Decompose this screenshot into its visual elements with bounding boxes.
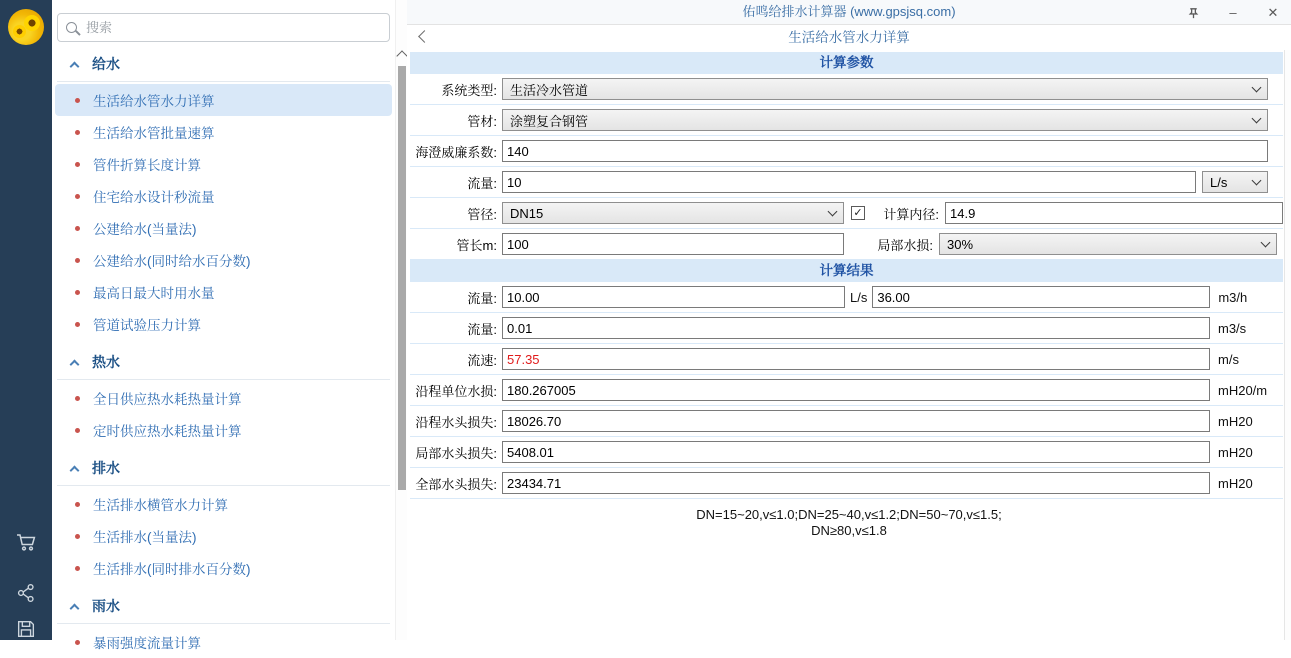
chevron-down-icon — [1252, 176, 1262, 186]
chevron-down-icon — [1252, 114, 1262, 124]
sidebar-item-label: 生活给水管批量速算 — [93, 126, 215, 141]
nav-group-label: 雨水 — [92, 598, 120, 614]
field-label: 管长m: — [456, 237, 497, 253]
sidebar-item[interactable] — [55, 84, 392, 116]
share-icon[interactable] — [0, 567, 52, 618]
field-label: 管材: — [467, 113, 497, 129]
unit-label: mH20 — [1218, 444, 1253, 460]
unit-label: m/s — [1218, 351, 1239, 367]
row-material — [410, 105, 1283, 136]
result-row — [410, 313, 1283, 344]
sidebar-item-label: 定时供应热水耗热量计算 — [93, 424, 242, 439]
unit-label: mH20 — [1218, 413, 1253, 429]
select-value: DN15 — [510, 205, 544, 221]
inner-diameter-checkbox[interactable]: ✓ — [851, 206, 865, 220]
result-label: 流量: — [467, 321, 497, 337]
sidebar-item-label: 生活排水(同时排水百分数) — [93, 562, 251, 577]
result-row — [410, 375, 1283, 406]
icon-rail — [0, 0, 52, 640]
sidebar-item-label: 管件折算长度计算 — [93, 158, 201, 173]
chevron-down-icon — [828, 207, 838, 217]
field-label: 局部水损: — [877, 237, 933, 253]
pin-icon[interactable] — [1185, 6, 1201, 20]
bullet-icon — [75, 290, 80, 295]
scrollbar-thumb[interactable] — [398, 66, 406, 490]
sidebar-item[interactable] — [55, 244, 392, 276]
sidebar-item[interactable] — [55, 488, 392, 520]
bullet-icon — [75, 98, 80, 103]
section-header-params: 计算参数 — [410, 52, 1283, 74]
chevron-up-icon — [70, 603, 80, 613]
result-input[interactable] — [502, 441, 1210, 463]
material-select[interactable] — [502, 109, 1268, 131]
result-row — [410, 344, 1283, 375]
rail-icon-group — [0, 516, 52, 640]
bullet-icon — [75, 162, 80, 167]
sidebar-scrollbar[interactable] — [395, 0, 407, 640]
result-label: 沿程单位水损: — [415, 383, 497, 399]
select-value: L/s — [1210, 174, 1228, 190]
sidebar-item[interactable] — [55, 626, 392, 658]
row-diameter — [410, 198, 1283, 229]
result-label: 沿程水头损失: — [415, 414, 497, 430]
result-input[interactable] — [502, 317, 1210, 339]
result-label: 局部水头损失: — [415, 445, 497, 461]
search-input[interactable] — [86, 20, 381, 35]
chevron-down-icon — [1261, 238, 1271, 248]
result-row — [410, 437, 1283, 468]
bullet-icon — [75, 566, 80, 571]
sidebar-item-label: 生活排水(当量法) — [93, 530, 197, 545]
sidebar-item[interactable] — [55, 116, 392, 148]
nav-group-label: 给水 — [92, 56, 120, 72]
bullet-icon — [75, 428, 80, 433]
titlebar — [407, 0, 1291, 25]
flow-unit-select[interactable] — [1202, 171, 1268, 193]
page-header — [407, 25, 1291, 50]
flow-input[interactable] — [502, 171, 1196, 193]
sidebar-item[interactable] — [55, 212, 392, 244]
diameter-select[interactable] — [502, 202, 844, 224]
window-controls — [1185, 0, 1281, 25]
nav-group-label: 热水 — [92, 354, 120, 370]
select-value: 生活冷水管道 — [510, 82, 589, 98]
local-loss-select[interactable] — [939, 233, 1277, 255]
chevron-down-icon — [1252, 83, 1262, 93]
unit-label: mH20/m — [1218, 382, 1268, 398]
chevron-up-icon — [70, 61, 80, 71]
sidebar-item[interactable] — [55, 148, 392, 180]
cart-icon[interactable] — [0, 516, 52, 567]
velocity-note-line1: DN=15~20,v≤1.0;DN=25~40,v≤1.2;DN=50~70,v≤1.5; — [696, 507, 1002, 522]
bullet-icon — [75, 502, 80, 507]
unit-label: mH20 — [1218, 475, 1253, 491]
system-type-select[interactable] — [502, 78, 1268, 100]
app-title: 佑鸣给排水计算器 (www.gpsjsq.com) — [742, 4, 956, 19]
sidebar-item-label: 暴雨强度流量计算 — [93, 636, 201, 651]
bullet-icon — [75, 396, 80, 401]
sidebar-item[interactable] — [55, 552, 392, 584]
sidebar-item-label: 管道试验压力计算 — [93, 318, 201, 333]
result-label: 流速: — [467, 352, 497, 368]
sidebar-item-label: 最高日最大时用水量 — [93, 286, 215, 301]
length-input[interactable] — [502, 233, 844, 255]
nav-group-header[interactable] — [52, 349, 395, 375]
sidebar-item[interactable] — [55, 276, 392, 308]
result-input[interactable] — [502, 410, 1210, 432]
bullet-icon — [75, 194, 80, 199]
result-input[interactable] — [502, 348, 1210, 370]
close-icon[interactable]: ✕ — [1267, 5, 1279, 20]
sidebar-item[interactable] — [55, 382, 392, 414]
results-rows — [407, 282, 1291, 499]
row-hazen — [410, 136, 1283, 167]
section-header-results: 计算结果 — [410, 260, 1283, 282]
unit-label: m3/h — [1218, 289, 1248, 305]
nav-group-header[interactable] — [52, 51, 395, 77]
sidebar-item[interactable] — [55, 520, 392, 552]
result-row — [410, 468, 1283, 499]
result-label: 全部水头损失: — [415, 476, 497, 492]
result-input[interactable] — [502, 379, 1210, 401]
velocity-note — [407, 507, 1291, 539]
field-label: 流量: — [467, 175, 497, 191]
result-row — [410, 406, 1283, 437]
field-label: 海澄威廉系数: — [415, 144, 497, 160]
bullet-icon — [75, 640, 80, 645]
unit-label: L/s — [850, 289, 868, 305]
inner-diameter-input[interactable] — [945, 202, 1283, 224]
result-input[interactable] — [502, 472, 1210, 494]
sidebar-item-label: 公建给水(同时给水百分数) — [93, 254, 251, 269]
hazen-input[interactable] — [502, 140, 1268, 162]
chevron-up-icon — [70, 359, 80, 369]
scrollbar-up-icon[interactable] — [396, 50, 407, 61]
sidebar-item[interactable] — [55, 414, 392, 446]
chevron-up-icon — [70, 465, 80, 475]
search-icon — [66, 22, 77, 33]
save-icon[interactable] — [0, 618, 52, 640]
nav-group-header[interactable] — [52, 455, 395, 481]
select-value: 涂塑复合钢管 — [510, 113, 589, 129]
sidebar-item-label: 公建给水(当量法) — [93, 222, 197, 237]
result-input[interactable] — [502, 286, 845, 308]
divider — [57, 81, 390, 82]
sidebar-item-label: 住宅给水设计秒流量 — [93, 190, 215, 205]
bullet-icon — [75, 130, 80, 135]
row-flow — [410, 167, 1283, 198]
field-label: 系统类型: — [441, 82, 497, 98]
nav-group-label: 排水 — [92, 460, 120, 476]
select-value: 30% — [947, 236, 974, 252]
sidebar-item[interactable] — [55, 308, 392, 340]
page-title: 生活给水管水力详算 — [788, 30, 910, 45]
divider — [57, 485, 390, 486]
nav-list — [52, 51, 395, 658]
field-label: 管径: — [467, 206, 497, 222]
bullet-icon — [75, 322, 80, 327]
sidebar-item-label: 生活排水横管水力计算 — [93, 498, 228, 513]
unit-label: m3/s — [1218, 320, 1247, 336]
sidebar — [52, 0, 395, 651]
content-scroll-strip[interactable] — [1284, 50, 1291, 640]
bullet-icon — [75, 226, 80, 231]
bullet-icon — [75, 534, 80, 539]
bullet-icon — [75, 258, 80, 263]
row-length — [410, 229, 1283, 260]
form-content — [407, 50, 1291, 640]
sidebar-item-label: 生活给水管水力详算 — [93, 94, 215, 109]
sidebar-item[interactable] — [55, 180, 392, 212]
row-system-type — [410, 74, 1283, 105]
search-box — [57, 13, 390, 42]
main-panel — [407, 0, 1291, 640]
sidebar-item-label: 全日供应热水耗热量计算 — [93, 392, 242, 407]
minimize-icon[interactable]: – — [1229, 5, 1237, 20]
divider — [57, 623, 390, 624]
app-logo-icon[interactable] — [8, 9, 44, 45]
field-label: 计算内径: — [883, 206, 939, 222]
result-label: 流量: — [467, 290, 497, 306]
result-row — [410, 282, 1283, 313]
velocity-note-line2: DN≥80,v≤1.8 — [811, 523, 887, 538]
result-input[interactable] — [872, 286, 1210, 308]
nav-group-header[interactable] — [52, 593, 395, 619]
divider — [57, 379, 390, 380]
